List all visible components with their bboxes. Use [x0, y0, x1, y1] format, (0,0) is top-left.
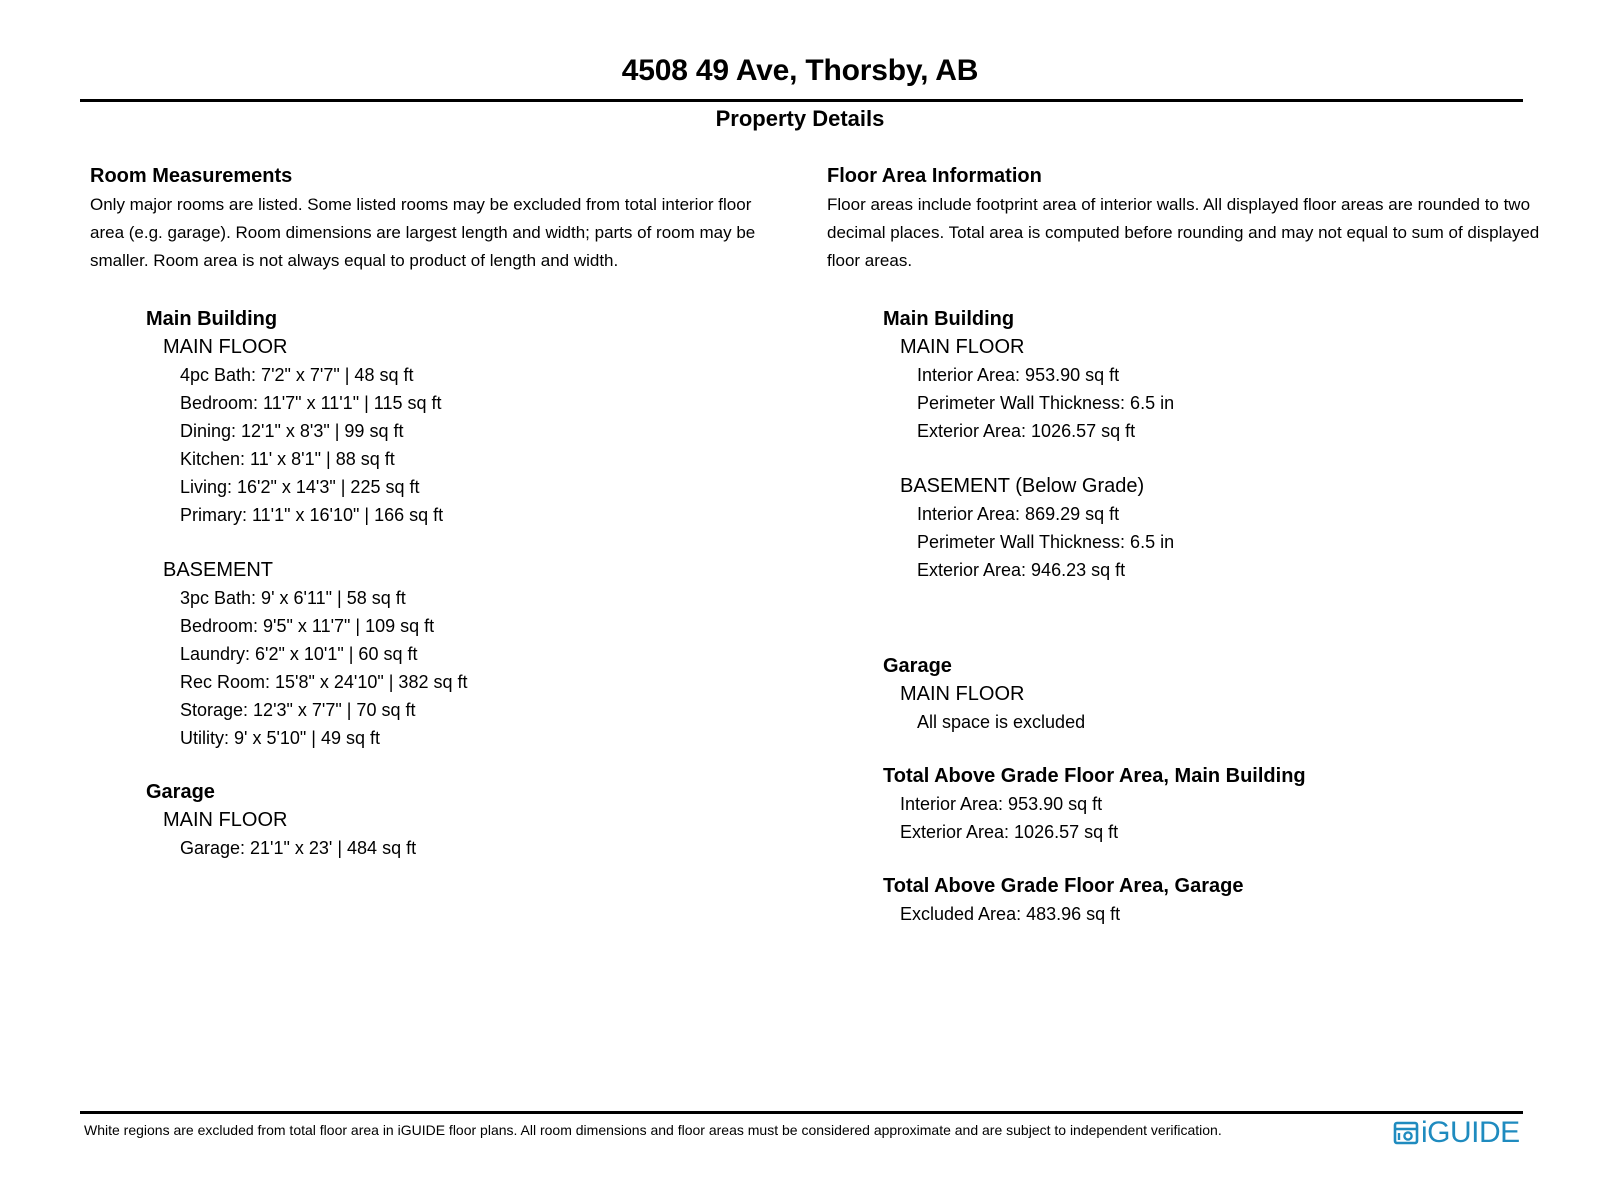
floor-area-section — [827, 163, 1547, 928]
floor-heading: MAIN FLOOR — [163, 336, 288, 358]
page-subtitle: Property Details — [715, 106, 885, 131]
room-measurements-description: Only major rooms are listed. Some listed rooms may be excluded from total interior floor area (e.g. garage). Room dimensions are largest length and width; parts of room may be smaller. Room area is not always equal to product of length and width. — [90, 195, 756, 270]
building-heading: Main Building — [146, 308, 278, 330]
floor-heading: MAIN FLOOR — [163, 809, 288, 831]
room-item: Utility: 9' x 5'10" | 49 sq ft — [180, 728, 381, 748]
total-heading: Total Above Grade Floor Area, Main Building — [883, 765, 1306, 787]
area-item: Interior Area: 869.29 sq ft — [917, 504, 1120, 524]
building-heading: Main Building — [883, 308, 1015, 330]
floor-heading: BASEMENT — [163, 559, 274, 581]
area-item: Exterior Area: 1026.57 sq ft — [917, 421, 1136, 441]
total-main-building — [883, 762, 1547, 846]
room-item: Garage: 21'1" x 23' | 484 sq ft — [180, 838, 417, 858]
floor-block — [883, 680, 1547, 736]
floor-heading: MAIN FLOOR — [900, 683, 1025, 705]
area-item: Interior Area: 953.90 sq ft — [917, 365, 1120, 385]
total-heading: Total Above Grade Floor Area, Garage — [883, 875, 1244, 897]
total-item: Interior Area: 953.90 sq ft — [900, 794, 1103, 814]
total-item: Excluded Area: 483.96 sq ft — [900, 904, 1121, 924]
floor-block — [146, 333, 790, 529]
building-heading: Garage — [883, 655, 952, 677]
room-item: Kitchen: 11' x 8'1" | 88 sq ft — [180, 449, 395, 469]
room-item: Bedroom: 9'5" x 11'7" | 109 sq ft — [180, 616, 435, 636]
area-item: Exterior Area: 946.23 sq ft — [917, 560, 1126, 580]
room-item: Living: 16'2" x 14'3" | 225 sq ft — [180, 477, 420, 497]
room-item: Dining: 12'1" x 8'3" | 99 sq ft — [180, 421, 404, 441]
page-title: 4508 49 Ave, Thorsby, AB — [621, 54, 979, 87]
room-item: Storage: 12'3" x 7'7" | 70 sq ft — [180, 700, 416, 720]
header-rule — [80, 99, 1523, 102]
room-measurements-section — [90, 163, 790, 862]
room-item: Rec Room: 15'8" x 24'10" | 382 sq ft — [180, 672, 468, 692]
room-item: Bedroom: 11'7" x 11'1" | 115 sq ft — [180, 393, 442, 413]
area-item: Perimeter Wall Thickness: 6.5 in — [917, 532, 1175, 552]
room-item: Laundry: 6'2" x 10'1" | 60 sq ft — [180, 644, 418, 664]
garage-rooms — [146, 778, 790, 862]
floor-block — [883, 333, 1547, 445]
area-item: All space is excluded — [917, 712, 1086, 732]
main-building-areas — [883, 305, 1547, 584]
total-garage — [883, 872, 1547, 928]
floor-block — [146, 556, 790, 752]
iguide-logo-icon — [1393, 1120, 1419, 1146]
floor-heading: BASEMENT (Below Grade) — [900, 475, 1145, 497]
room-item: 3pc Bath: 9' x 6'11" | 58 sq ft — [180, 588, 406, 608]
building-heading: Garage — [146, 781, 215, 803]
floor-area-title: Floor Area Information — [827, 165, 1042, 187]
room-measurements-title: Room Measurements — [90, 165, 293, 187]
garage-areas — [883, 652, 1547, 736]
room-item: 4pc Bath: 7'2" x 7'7" | 48 sq ft — [180, 365, 414, 385]
room-item: Primary: 11'1" x 16'10" | 166 sq ft — [180, 505, 444, 525]
footer-rule — [80, 1111, 1523, 1114]
floor-area-description: Floor areas include footprint area of interior walls. All displayed floor areas are rounded to two decimal places. Total area is computed before rounding and may not equal to sum of displayed floor areas. — [827, 195, 1540, 270]
iguide-logo-text: iGUIDE — [1421, 1116, 1520, 1149]
area-item: Perimeter Wall Thickness: 6.5 in — [917, 393, 1175, 413]
iguide-logo — [1393, 1113, 1520, 1153]
total-item: Exterior Area: 1026.57 sq ft — [900, 822, 1119, 842]
floor-block — [883, 472, 1547, 584]
footer-disclaimer: White regions are excluded from total floor area in iGUIDE floor plans. All room dimensions and floor areas must be considered approximate and are subject to independent verification. — [84, 1122, 1222, 1138]
floor-heading: MAIN FLOOR — [900, 336, 1025, 358]
floor-block — [146, 806, 790, 862]
main-building-rooms — [146, 305, 790, 752]
